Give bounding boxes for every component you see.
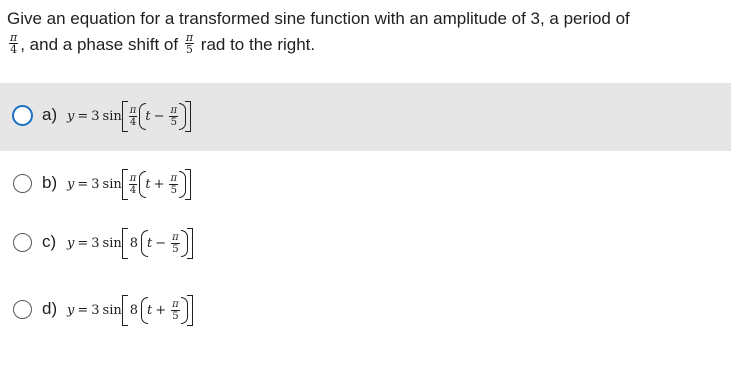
question-line-2 — [7, 32, 747, 58]
radio-button-a[interactable] — [12, 105, 33, 126]
eq-shift-den: 5 — [170, 116, 177, 128]
eq-sign: + — [153, 176, 165, 192]
eq-var: t — [145, 108, 151, 124]
eq-shift-num: π — [172, 231, 179, 243]
eq-y: y — [67, 108, 75, 124]
eq-coef-num: π — [129, 172, 137, 184]
eq-bracket — [122, 232, 193, 255]
eq-shift-den: 5 — [170, 184, 177, 196]
eq-coef-den: 4 — [129, 184, 137, 196]
eq-sin: sin — [102, 176, 122, 192]
radio-button-d[interactable] — [13, 300, 32, 319]
eq-sin: sin — [102, 108, 122, 124]
eq-shift-fraction — [171, 232, 180, 255]
equation-c — [67, 220, 193, 266]
radio-button-c[interactable] — [13, 233, 32, 252]
question-text — [7, 6, 747, 58]
eq-coef-fraction — [129, 173, 138, 196]
eq-paren — [141, 232, 188, 255]
eq-amplitude: 3 — [91, 302, 100, 318]
eq-coef: 8 — [129, 235, 139, 251]
eq-coef-fraction — [129, 105, 138, 128]
equation-d — [67, 287, 193, 333]
eq-bracket — [122, 299, 193, 322]
eq-sign: + — [155, 302, 167, 318]
eq-shift-den: 5 — [172, 310, 179, 322]
option-b[interactable] — [0, 151, 731, 219]
option-label-b: b) — [42, 173, 58, 192]
eq-bracket — [122, 105, 191, 128]
eq-shift-fraction — [169, 105, 178, 128]
question-mid-text: , and a phase shift of — [20, 35, 179, 54]
eq-sign: − — [155, 235, 167, 251]
eq-amplitude: 3 — [91, 108, 100, 124]
option-d[interactable] — [0, 277, 731, 345]
eq-equals: = — [77, 302, 89, 318]
option-label-a: a) — [42, 105, 58, 124]
eq-coef-den: 4 — [129, 116, 137, 128]
question-line-1: Give an equation for a transformed sine function with an amplitude of 3, a period of — [7, 9, 630, 28]
period-fraction — [9, 32, 18, 55]
option-label-c: c) — [42, 232, 57, 251]
period-numerator: π — [10, 31, 18, 45]
eq-bracket — [122, 173, 191, 196]
eq-var: t — [145, 176, 151, 192]
eq-coef: 8 — [129, 302, 139, 318]
eq-paren — [141, 299, 188, 322]
eq-shift-fraction — [169, 173, 178, 196]
eq-shift-fraction — [171, 299, 180, 322]
question-end-text: rad to the right. — [200, 35, 316, 54]
eq-shift-den: 5 — [172, 243, 179, 255]
equation-a — [67, 93, 191, 139]
eq-shift-num: π — [170, 104, 178, 116]
eq-paren — [139, 105, 186, 128]
eq-y: y — [67, 235, 75, 251]
eq-sin: sin — [102, 302, 122, 318]
eq-amplitude: 3 — [91, 176, 100, 192]
shift-denominator: 5 — [185, 43, 193, 57]
period-denominator: 4 — [10, 43, 18, 57]
shift-numerator: π — [185, 31, 194, 45]
eq-amplitude: 3 — [91, 235, 100, 251]
eq-var: t — [147, 235, 153, 251]
option-a[interactable] — [0, 83, 731, 151]
eq-equals: = — [77, 108, 89, 124]
eq-shift-num: π — [170, 172, 178, 184]
shift-fraction — [185, 32, 194, 55]
eq-sin: sin — [102, 235, 122, 251]
radio-button-b[interactable] — [13, 174, 32, 193]
eq-shift-num: π — [172, 298, 179, 310]
eq-sign: − — [153, 108, 165, 124]
eq-y: y — [67, 302, 75, 318]
eq-paren — [139, 173, 186, 196]
option-label-d: d) — [42, 299, 58, 318]
equation-b — [67, 161, 191, 207]
eq-equals: = — [77, 235, 89, 251]
eq-y: y — [67, 176, 75, 192]
eq-var: t — [147, 302, 153, 318]
eq-coef-num: π — [129, 104, 137, 116]
option-c[interactable] — [0, 210, 731, 278]
eq-equals: = — [77, 176, 89, 192]
